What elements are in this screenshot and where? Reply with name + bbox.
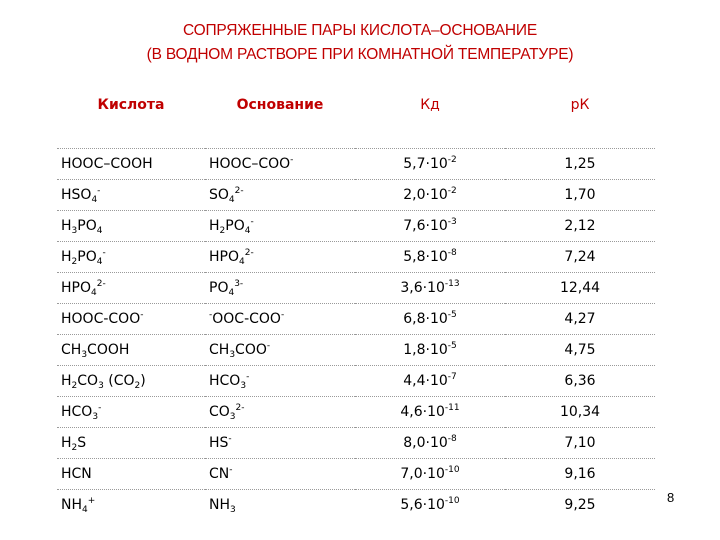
formula-text: S (77, 435, 87, 451)
subscript: 2 (219, 226, 226, 236)
base-cell (205, 211, 355, 242)
kd-exponent: -2 (447, 155, 457, 165)
kd-mantissa: 5,6·10 (400, 497, 445, 513)
kd-cell (355, 397, 505, 428)
kd-exponent: -10 (444, 465, 460, 475)
superscript: - (209, 310, 213, 320)
subscript: 3 (230, 505, 236, 515)
formula-text: NH (61, 497, 82, 513)
base-cell (205, 180, 355, 211)
superscript: - (98, 403, 102, 413)
formula-text: HPO (209, 249, 239, 265)
subscript: 3 (229, 412, 236, 422)
acid-cell (57, 459, 205, 490)
pk-cell: 10,34 (505, 397, 655, 428)
pk-cell: 4,27 (505, 304, 655, 335)
pk-cell: 2,12 (505, 211, 655, 242)
base-cell (205, 335, 355, 366)
superscript: - (229, 465, 233, 475)
base-cell (205, 304, 355, 335)
superscript: + (87, 496, 96, 506)
pk-cell: 4,75 (505, 335, 655, 366)
kd-cell (355, 273, 505, 304)
subscript: 4 (244, 226, 251, 236)
kd-mantissa: 5,7·10 (403, 156, 448, 172)
formula-text: HCO (61, 404, 93, 420)
kd-cell (355, 459, 505, 490)
acid-cell (57, 304, 205, 335)
acid-cell (57, 397, 205, 428)
formula-text: (CO (103, 373, 135, 389)
kd-cell (355, 428, 505, 459)
table-row (57, 242, 655, 273)
pk-cell: 1,25 (505, 149, 655, 180)
kd-mantissa: 8,0·10 (403, 435, 448, 451)
kd-exponent: -10 (444, 496, 460, 506)
acid-cell (57, 180, 205, 211)
kd-mantissa: 4,4·10 (403, 373, 448, 389)
kd-mantissa: 6,8·10 (403, 311, 448, 327)
header-kd: Кд (355, 91, 505, 149)
pk-cell: 12,44 (505, 273, 655, 304)
subscript: 2 (71, 443, 78, 453)
kd-mantissa: 3,6·10 (400, 280, 445, 296)
table-row (57, 304, 655, 335)
formula-text: H (209, 218, 220, 234)
formula-text: CO (77, 373, 99, 389)
pk-cell: 6,36 (505, 366, 655, 397)
acid-cell (57, 490, 205, 521)
table-row (57, 211, 655, 242)
kd-mantissa: 5,8·10 (403, 249, 448, 265)
subscript: 4 (228, 288, 235, 298)
kd-exponent: -5 (447, 341, 457, 351)
kd-cell (355, 490, 505, 521)
subscript: 2 (71, 257, 78, 267)
table-header-row (57, 91, 655, 149)
subscript: 4 (91, 288, 97, 298)
formula-text: H (61, 373, 72, 389)
acid-cell (57, 211, 205, 242)
base-cell (205, 397, 355, 428)
acid-cell (57, 149, 205, 180)
superscript: 2- (235, 403, 245, 413)
base-cell (205, 490, 355, 521)
subscript: 3 (92, 412, 99, 422)
formula-text: PO (77, 218, 97, 234)
table-row (57, 490, 655, 521)
subscript: 4 (82, 505, 88, 515)
base-cell (205, 366, 355, 397)
table-row (57, 273, 655, 304)
pk-cell: 9,25 (564, 497, 596, 513)
page-number: 8 (667, 490, 675, 505)
subscript: 4 (239, 257, 245, 267)
formula-text: PO (225, 218, 245, 234)
table-row (57, 335, 655, 366)
base-cell (205, 273, 355, 304)
subscript: 3 (98, 381, 104, 391)
kd-cell (355, 180, 505, 211)
formula-text: HS (209, 435, 229, 451)
acid-cell (57, 242, 205, 273)
superscript: - (266, 341, 271, 351)
kd-exponent: -8 (447, 248, 457, 258)
title-line-2: (В ВОДНОМ РАСТВОРЕ ПРИ КОМНАТНОЙ ТЕМПЕРАТУРЕ) (146, 46, 574, 63)
header-pk: рК (505, 91, 655, 149)
base-cell (205, 149, 355, 180)
formula-text: SO (209, 187, 229, 203)
header-base: Основание (205, 91, 355, 149)
formula-text: HSO (61, 187, 92, 203)
formula-text: COOH (87, 342, 130, 358)
kd-cell (355, 149, 505, 180)
table-row (57, 428, 655, 459)
base-cell (205, 459, 355, 490)
pk-cell: 1,70 (505, 180, 655, 211)
kd-mantissa: 7,6·10 (403, 218, 448, 234)
formula-text: CN (209, 466, 230, 482)
formula-text: HOOC–COO (209, 156, 291, 172)
formula-text: H (61, 218, 72, 234)
base-cell (205, 428, 355, 459)
kd-cell (355, 211, 505, 242)
formula-text: OOC-COO (212, 311, 281, 327)
pk-cell: 7,10 (505, 428, 655, 459)
formula-text: H (61, 249, 72, 265)
kd-mantissa: 2,0·10 (403, 187, 448, 203)
kd-exponent: -11 (444, 403, 460, 413)
acid-cell (57, 428, 205, 459)
superscript: - (97, 186, 101, 196)
subscript: 3 (240, 381, 247, 391)
superscript: - (102, 248, 106, 258)
kd-exponent: -8 (447, 434, 457, 444)
formula-text: H (61, 435, 72, 451)
subscript: 2 (134, 381, 141, 391)
kd-cell (355, 366, 505, 397)
kd-exponent: -5 (447, 310, 457, 320)
header-acid: Кислота (57, 91, 205, 149)
acid-cell (57, 273, 205, 304)
subscript: 4 (96, 257, 103, 267)
kd-mantissa: 7,0·10 (400, 466, 445, 482)
formula-text: NH (209, 497, 230, 513)
subscript: 4 (91, 195, 98, 205)
superscript: - (290, 155, 294, 165)
acid-cell (57, 335, 205, 366)
kd-mantissa: 4,6·10 (400, 404, 445, 420)
superscript: - (280, 310, 285, 320)
subscript: 4 (96, 226, 103, 236)
formula-text: ) (140, 373, 146, 389)
table-row (57, 459, 655, 490)
superscript: - (250, 217, 254, 227)
kd-exponent: -7 (447, 372, 457, 382)
kd-cell (355, 304, 505, 335)
base-cell (205, 242, 355, 273)
table-row (57, 366, 655, 397)
table-row (57, 149, 655, 180)
title-line-1: СОПРЯЖЕННЫЕ ПАРЫ КИСЛОТА–ОСНОВАНИЕ (182, 22, 537, 39)
pk-cell: 7,24 (505, 242, 655, 273)
formula-text: HOOC–COOH (61, 156, 153, 172)
kd-exponent: -3 (447, 217, 457, 227)
formula-text: PO (77, 249, 97, 265)
superscript: 2- (244, 248, 254, 258)
formula-text: HPO (61, 280, 91, 296)
subscript: 4 (228, 195, 235, 205)
formula-text: HCO (209, 373, 241, 389)
pk-cell: 9,16 (505, 459, 655, 490)
subscript: 2 (71, 381, 78, 391)
superscript: - (140, 310, 144, 320)
formula-text: HCN (61, 466, 92, 482)
formula-text: CH (61, 342, 82, 358)
subscript: 3 (81, 350, 88, 360)
formula-text: PO (209, 280, 229, 296)
subscript: 3 (229, 350, 236, 360)
kd-mantissa: 1,8·10 (403, 342, 448, 358)
table-row (57, 180, 655, 211)
superscript: 2- (96, 279, 106, 289)
acid-cell (57, 366, 205, 397)
acid-base-table (57, 91, 655, 520)
kd-exponent: -13 (444, 279, 460, 289)
formula-text: COO (235, 342, 267, 358)
superscript: - (228, 434, 232, 444)
superscript: 3- (234, 279, 244, 289)
formula-text: HOOC-COO (61, 311, 141, 327)
kd-cell (355, 335, 505, 366)
table-row (57, 397, 655, 428)
superscript: 2- (234, 186, 244, 196)
kd-exponent: -2 (447, 186, 457, 196)
kd-cell (355, 242, 505, 273)
formula-text: CO (209, 404, 230, 420)
subscript: 3 (71, 226, 78, 236)
superscript: - (246, 372, 250, 382)
formula-text: CH (209, 342, 230, 358)
